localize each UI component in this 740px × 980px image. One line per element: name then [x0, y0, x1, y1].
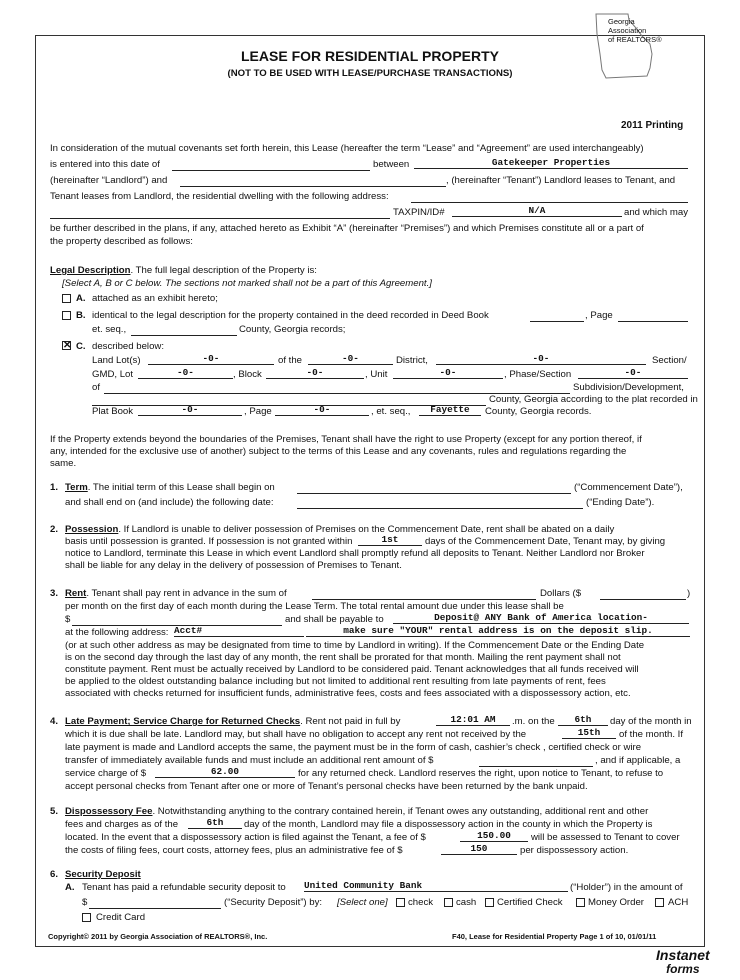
- rent-line: associated with checks returned for insufficient funds, administrative fees, costs and fees associated with a dispossessory action, etc.: [65, 688, 631, 699]
- lease-date-field[interactable]: [172, 159, 370, 171]
- intro-line: In consideration of the mutual covenants set forth herein, this Lease (hereafter the term “Lease” and “Agreement” are used interchangeably): [50, 143, 644, 154]
- deposit-amount-field[interactable]: [89, 897, 221, 909]
- additional-rent-field[interactable]: [479, 755, 593, 767]
- address-field-2[interactable]: [50, 207, 390, 219]
- credit-card-checkbox[interactable]: [82, 913, 91, 922]
- intro-line: Tenant leases from Landlord, the residential dwelling with the following address:: [50, 191, 389, 202]
- option-a-label: A.: [76, 293, 86, 304]
- dispossessory-line: fees and charges as of the: [65, 819, 179, 830]
- option-b-page: , Page: [585, 310, 613, 321]
- ending-label: (“Ending Date”).: [586, 497, 655, 508]
- plat-page-field[interactable]: -0-: [275, 404, 369, 416]
- rent-line: Rent. Tenant shall pay rent in advance in the sum of: [65, 588, 287, 599]
- dispossessory-line: the costs of filing fees, court costs, attorney fees, plus an administrative fee of $: [65, 845, 403, 856]
- district-field[interactable]: -0-: [436, 353, 646, 365]
- phase-field[interactable]: -0-: [578, 367, 688, 379]
- security-deposit-line: Tenant has paid a refundable security deposit to: [82, 882, 286, 893]
- ending-line: and shall end on (and include) the following date:: [65, 497, 274, 508]
- option-c-checkbox[interactable]: ✕: [63, 340, 72, 351]
- late-payment-line: Late Payment; Service Charge for Returned Checks. Rent not paid in full by: [65, 716, 401, 727]
- district-label: District,: [396, 355, 428, 366]
- rent-amount-field[interactable]: [600, 588, 686, 600]
- extends-line: If the Property extends beyond the boundaries of the Premises, Tenant shall have the right to use Property (except for any portion thereof, if: [50, 434, 642, 445]
- block-label: , Block: [233, 369, 262, 380]
- commencement-label: (“Commencement Date”),: [574, 482, 683, 493]
- late-payment-line: which it is due shall be late. Landlord may, but shall have no obligation to accept any rent not received by the: [65, 729, 527, 740]
- option-c-label: C.: [76, 341, 86, 352]
- copyright: Copyright© 2011 by Georgia Association of REALTORS®, Inc.: [48, 932, 268, 941]
- printing-year: 2011 Printing: [621, 120, 684, 131]
- address-field[interactable]: [411, 191, 688, 203]
- block-field[interactable]: -0-: [266, 367, 364, 379]
- rent-line: (or at such other address as may be designated from time to time by Landlord in writing). If the Commencement Date or the Ending Date: [65, 640, 645, 651]
- cash-label: cash: [456, 897, 477, 908]
- rent-words-field[interactable]: [312, 588, 536, 600]
- ach-checkbox[interactable]: [655, 898, 664, 907]
- address-label: at the following address:: [65, 627, 169, 638]
- extends-line: any, intended for the exclusive use of another) subject to the terms of this Lease and any covenants, rules and regulations regarding the: [50, 446, 627, 457]
- late-payment-line: late payment is made and Landlord accepts the same, the payment must be in the form of cash, cashier’s check , certified check or wire: [65, 742, 642, 753]
- phase-label: , Phase/Section: [504, 369, 572, 380]
- lot-field[interactable]: -0-: [138, 367, 233, 379]
- dispossessory-day-field[interactable]: 6th: [188, 817, 242, 829]
- select-one-label: [Select one]: [337, 897, 388, 908]
- admin-fee-field[interactable]: 150: [441, 843, 517, 855]
- plat-county-name-field[interactable]: Fayette: [419, 404, 481, 416]
- intro-line: (hereinafter “Landlord”) and: [50, 175, 168, 186]
- option-c-text: described below:: [92, 341, 164, 352]
- etseq-label: , et. seq.,: [371, 406, 411, 417]
- possession-line: days of the Commencement Date, Tenant may, by giving: [425, 536, 666, 547]
- late-payment-line: service charge of $: [65, 768, 147, 779]
- land-lot-label: Land Lot(s): [92, 355, 141, 366]
- intro-line: the property described as follows:: [50, 236, 193, 247]
- section-label: Section/: [652, 355, 687, 366]
- possession-line: shall be liable for any delay in the delivery of possession of Premises to Tenant.: [65, 560, 402, 571]
- intro-line: is entered into this date of: [50, 159, 160, 170]
- deed-book-field[interactable]: [530, 310, 584, 322]
- of-the-field[interactable]: -0-: [308, 353, 393, 365]
- section-number: 1.: [50, 482, 59, 493]
- legal-select-note: [Select A, B or C below. The sections not marked shall not be a part of this Agreement.]: [62, 278, 432, 289]
- rent-address-field-2[interactable]: make sure "YOUR" rental address is on the deposit slip.: [306, 625, 690, 637]
- subdivision-label: Subdivision/Development,: [573, 382, 684, 393]
- extends-line: same.: [50, 458, 77, 469]
- unit-field[interactable]: -0-: [393, 367, 503, 379]
- money-order-checkbox[interactable]: [576, 898, 585, 907]
- plat-book-label: Plat Book: [92, 406, 134, 417]
- of-the-label: of the: [278, 355, 303, 366]
- possession-line: notice to Landlord, terminate this Lease in which event Landlord shall promptly refund all deposits to Tenant. Neither Landlord nor Broker: [65, 548, 645, 559]
- late-payment-line: transfer of immediately available funds and must include an additional rent amount of $: [65, 755, 434, 766]
- possession-line: Possession. If Landlord is unable to deliver possession of Premises on the Commencement Date, rent shall be abated on a daily: [65, 524, 615, 535]
- late-payment-line: day of the month in: [610, 716, 692, 727]
- intro-line: between: [373, 159, 410, 170]
- option-b-label: B.: [76, 310, 86, 321]
- section-number: 2.: [50, 524, 59, 535]
- option-b-text: identical to the legal description for the property contained in the deed recorded in Deed Book: [92, 310, 489, 321]
- landlord-field[interactable]: Gatekeeper Properties: [414, 157, 688, 169]
- of-label: of: [92, 382, 101, 393]
- certified-check-label: Certified Check: [497, 897, 563, 908]
- dollar-sign: $: [65, 614, 71, 625]
- county-records-label: County, Georgia records.: [485, 406, 592, 417]
- rent-line: constitute payment. Rent must be actually received by Landlord to be considered paid. Tenant acknowledges that all funds received will: [65, 664, 639, 675]
- section-number: 4.: [50, 716, 59, 727]
- security-deposit-line: (“Security Deposit”) by:: [224, 897, 323, 908]
- option-b-county: County, Georgia records;: [239, 324, 346, 335]
- dispossessory-line: day of the month, Landlord may file a dispossessory action in the county in which the Property is: [244, 819, 653, 830]
- commencement-date-field[interactable]: [297, 482, 571, 494]
- possession-line: basis until possession is granted. If possession is not granted within: [65, 536, 353, 547]
- service-charge-field[interactable]: 62.00: [155, 766, 295, 778]
- credit-card-label: Credit Card: [96, 912, 146, 923]
- dollars-label: Dollars ($: [540, 588, 582, 599]
- land-lot-field[interactable]: -0-: [148, 353, 274, 365]
- certified-check-checkbox[interactable]: [485, 898, 494, 907]
- section-number: 6.: [50, 869, 59, 880]
- subsection-a: A.: [65, 882, 75, 893]
- logo-text: Georgia Association of REALTORS®: [608, 17, 662, 44]
- document-subtitle: (NOT TO BE USED WITH LEASE/PURCHASE TRANSACTIONS): [227, 68, 513, 79]
- deed-page-field[interactable]: [618, 310, 688, 322]
- late-payment-line: .m. on the: [512, 716, 555, 727]
- late-payment-line: accept personal checks from Tenant after one or more of Tenant’s personal checks have been returned by the bank unpaid.: [65, 781, 588, 792]
- option-b-checkbox[interactable]: [62, 311, 71, 320]
- subdivision-field[interactable]: [104, 382, 570, 394]
- check-label: check: [408, 897, 434, 908]
- dispossessory-fee-field[interactable]: 150.00: [460, 830, 528, 842]
- late-time-field[interactable]: 12:01 AM: [436, 714, 510, 726]
- section-number: 5.: [50, 806, 59, 817]
- money-order-label: Money Order: [588, 897, 644, 908]
- tenant-field[interactable]: [180, 175, 446, 187]
- section-number: 3.: [50, 588, 59, 599]
- late-payment-line: for any returned check. Landlord reserves the right, upon notice to Tenant, to refuse to: [298, 768, 664, 779]
- dispossessory-line: per dispossessory action.: [520, 845, 629, 856]
- intro-line: be further described in the plans, if any, attached hereto as Exhibit “A” (hereinafter “Premises”) and which Premises constitute all or a part of: [50, 223, 644, 234]
- rent-line: be applied to the oldest outstanding balance including but not limited to additional rent resulting from late payments of rent, fees: [65, 676, 606, 687]
- late-day-field[interactable]: 6th: [558, 714, 608, 726]
- legal-description-line: Legal Description. The full legal description of the Property is:: [50, 265, 317, 276]
- instanet-forms-logo: Instanet forms: [656, 947, 710, 976]
- dispossessory-line: will be assessed to Tenant to cover: [531, 832, 680, 843]
- late-accept-day-field[interactable]: 15th: [562, 727, 616, 739]
- late-payment-line: of the month. If: [619, 729, 683, 740]
- option-a-text: attached as an exhibit hereto;: [92, 293, 218, 304]
- term-line: Term. The initial term of this Lease shall begin on: [65, 482, 275, 493]
- county-plat-label: County, Georgia according to the plat recorded in: [489, 394, 698, 405]
- rent-address-field[interactable]: Acct#: [174, 625, 304, 637]
- cash-checkbox[interactable]: [444, 898, 453, 907]
- ach-label: ACH: [668, 897, 689, 908]
- late-payment-line: , and if applicable, a: [595, 755, 681, 766]
- intro-line: and which may: [624, 207, 688, 218]
- unit-label: , Unit: [365, 369, 388, 380]
- dollar-sign: $: [82, 897, 88, 908]
- deed-county-field[interactable]: [131, 324, 237, 336]
- ending-date-field[interactable]: [297, 497, 583, 509]
- option-b-etseq: et. seq.,: [92, 324, 127, 335]
- security-deposit-line: (“Holder”) in the amount of: [570, 882, 683, 893]
- page-label: , Page: [244, 406, 272, 417]
- dispossessory-line: located. In the event that a dispossessory action is filed against the Tenant, a fee of $: [65, 832, 426, 843]
- payable-to-field[interactable]: Deposit@ ANY Bank of America location-: [393, 612, 689, 624]
- document-title: LEASE FOR RESIDENTIAL PROPERTY: [241, 48, 499, 64]
- plat-book-field[interactable]: -0-: [138, 404, 242, 416]
- dispossessory-line: Dispossessory Fee. Notwithstanding anything to the contrary contained herein, if Tenant owes any outstanding, additional rent and other: [65, 806, 649, 817]
- paren: ): [687, 588, 691, 599]
- payable-label: and shall be payable to: [285, 614, 384, 625]
- form-id: F40, Lease for Residential Property Page 1 of 10, 01/01/11: [452, 932, 657, 941]
- rent-line: is on the second day through the last day of any month, the rent shall be prorated for that month. Mailing the rent payment shall not: [65, 652, 621, 663]
- gmd-lot-label: GMD, Lot: [92, 369, 134, 380]
- holder-field[interactable]: United Community Bank: [304, 880, 568, 892]
- intro-line: , (hereinafter “Tenant”) Landlord leases to Tenant, and: [446, 175, 676, 186]
- taxpin-field[interactable]: N/A: [452, 205, 622, 217]
- security-deposit-heading: Security Deposit: [65, 869, 141, 880]
- check-checkbox[interactable]: [396, 898, 405, 907]
- rent-line: per month on the first day of each month during the Lease Term. The total rental amount due under this lease shall be: [65, 601, 564, 612]
- possession-days-field[interactable]: 1st: [358, 534, 422, 546]
- taxpin-label: TAXPIN/ID#: [393, 207, 445, 218]
- option-a-checkbox[interactable]: [62, 294, 71, 303]
